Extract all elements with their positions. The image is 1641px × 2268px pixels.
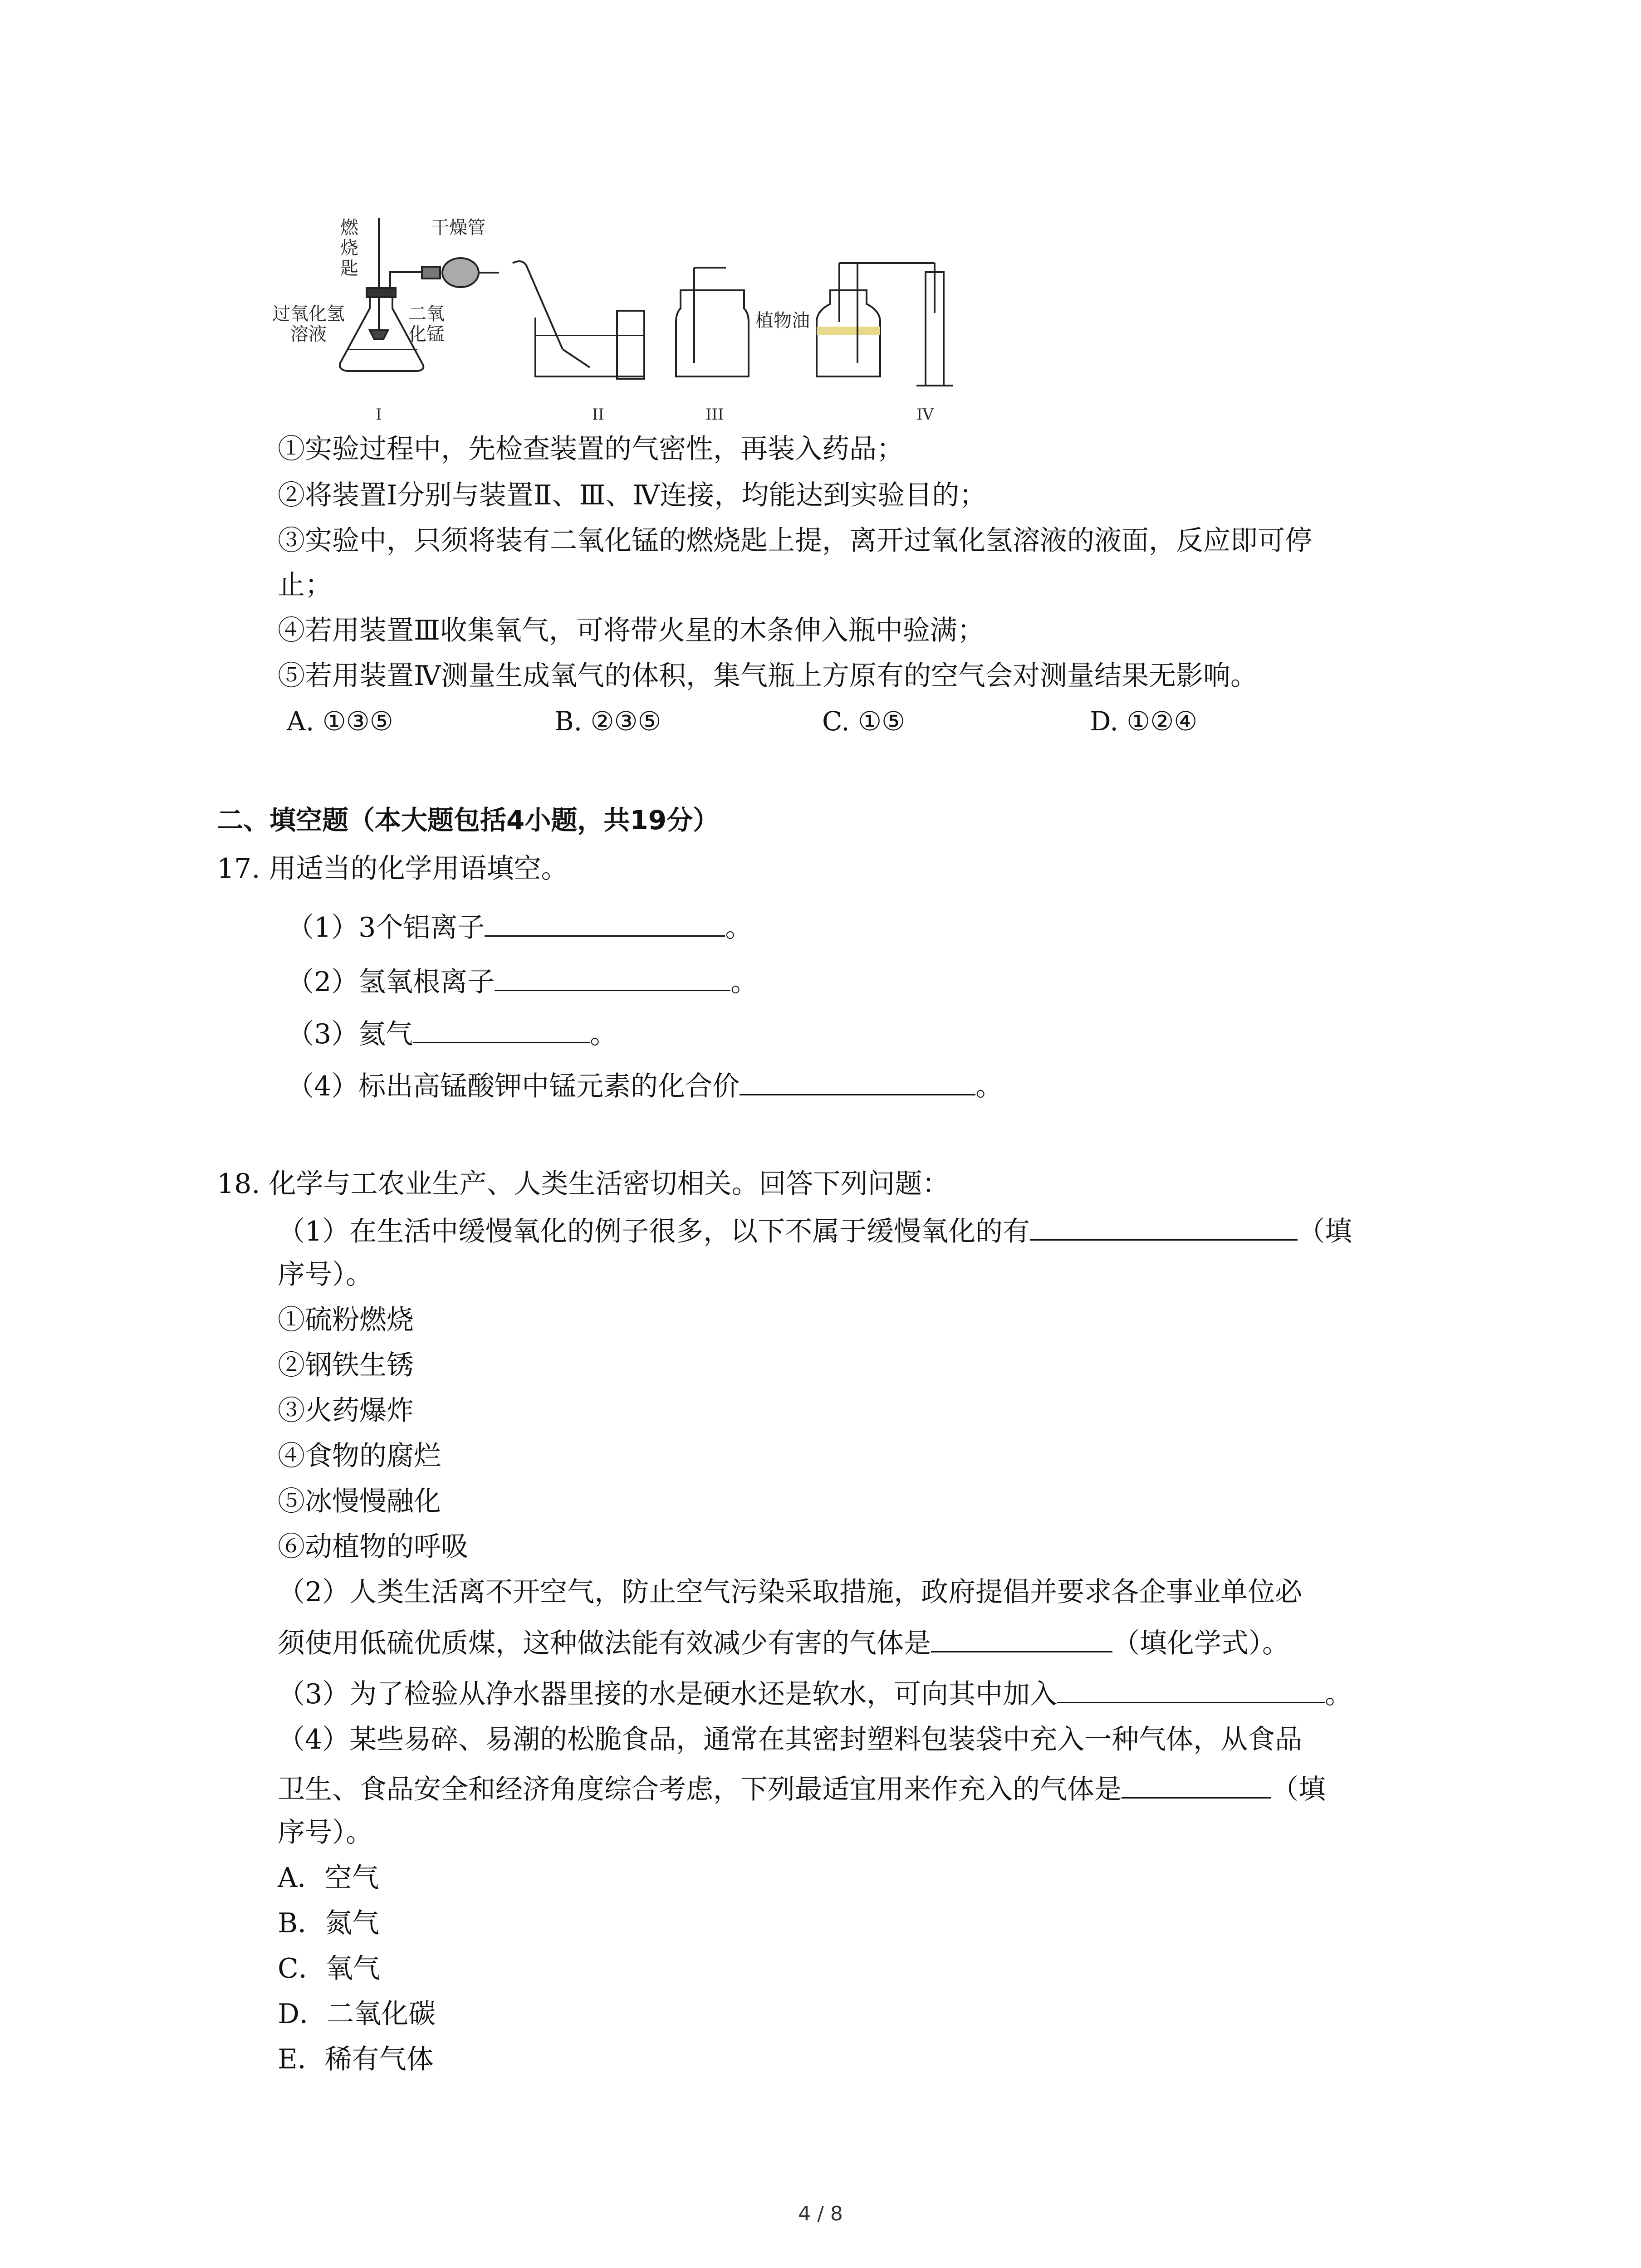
q18-part1-blank[interactable] <box>1030 1211 1298 1241</box>
q18-part1-choice-5: ⑤冰慢慢融化 <box>278 1486 441 1517</box>
q18-part2-text: 须使用低硫优质煤，这种做法能有效减少有害的气体是 <box>278 1628 931 1659</box>
q16-option-a: A. ①③⑤ <box>287 706 393 737</box>
q18-part1-text: （1）在生活中缓慢氧化的例子很多，以下不属于缓慢氧化的有 <box>278 1216 1030 1247</box>
mno2-label-2: 化锰 <box>408 324 445 345</box>
q16-statement-1: ①实验过程中，先检查装置的气密性，再装入药品； <box>278 433 904 465</box>
q17-item-2 <box>287 962 758 1000</box>
q18-part2-line1: （2）人类生活离不开空气，防止空气污染采取措施，政府提倡并要求各企事业单位必 <box>278 1576 1303 1608</box>
q17-item-2-blank[interactable] <box>495 962 730 991</box>
apparatus-ii <box>513 261 644 379</box>
q18-part2-after: （填化学式）。 <box>1112 1628 1289 1659</box>
apparatus-ii-label: II <box>592 406 604 424</box>
q18-part1-choice-1: ①硫粉燃烧 <box>278 1304 414 1336</box>
q18-part4-text: 卫生、食品安全和经济角度综合考虑，下列最适宜用来作充入的气体是 <box>278 1774 1122 1805</box>
h2o2-label-2: 溶液 <box>290 324 327 345</box>
q18-part4-choice-c: C．氧气 <box>278 1953 380 1984</box>
q17-item-4-blank[interactable] <box>740 1066 975 1095</box>
drying-tube-label: 干燥管 <box>431 217 485 238</box>
q16-option-c: C. ①⑤ <box>822 706 906 737</box>
q18-part4-line2 <box>278 1769 1326 1808</box>
q16-statement-4: ④若用装置Ⅲ收集氧气，可将带火星的木条伸入瓶中验满； <box>278 615 985 646</box>
q18-part4-blank[interactable] <box>1122 1769 1271 1799</box>
q17-item-1 <box>287 907 752 946</box>
q16-statement-3-cont: 止； <box>278 569 332 601</box>
q18-part4-line3: 序号）。 <box>278 1817 373 1848</box>
q18-part1-choice-6: ⑥动植物的呼吸 <box>278 1531 468 1563</box>
q18-part4-choice-e: E．稀有气体 <box>278 2043 434 2075</box>
h2o2-label-1: 过氧化氢 <box>272 303 345 324</box>
q18-part4-line1: （4）某些易碎、易潮的松脆食品，通常在其密封塑料包装袋中充入一种气体，从食品 <box>278 1724 1303 1755</box>
q16-statement-5: ⑤若用装置Ⅳ测量生成氧气的体积，集气瓶上方原有的空气会对测量结果无影响。 <box>278 660 1258 692</box>
q18-part1-line1 <box>278 1211 1352 1250</box>
spoon-label-3: 匙 <box>340 258 358 279</box>
apparatus-iii-label: III <box>705 406 724 424</box>
q18-part3-line1 <box>278 1674 1352 1712</box>
q17-item-4 <box>287 1066 1003 1105</box>
q18-part1-after: （填 <box>1298 1216 1352 1247</box>
q17-item-4-text: （4）标出高锰酸钾中锰元素的化合价 <box>287 1070 740 1102</box>
apparatus-iv-label: IV <box>916 406 934 424</box>
q17-item-1-blank[interactable] <box>485 907 725 937</box>
apparatus-figure <box>272 213 998 435</box>
spoon-label-1: 燃 <box>340 217 358 238</box>
q18-part4-after: （填 <box>1271 1774 1326 1805</box>
q16-statement-3: ③实验中，只须将装有二氧化锰的燃烧匙上提，离开过氧化氢溶液的液面，反应即可停 <box>278 525 1312 557</box>
q17-item-1-end: 。 <box>725 912 753 943</box>
q17-item-4-end: 。 <box>975 1070 1003 1102</box>
q17-stem: 17. 用适当的化学用语填空。 <box>217 853 568 885</box>
mno2-label-1: 二氧 <box>408 303 445 324</box>
section-heading: 二、填空题（本大题包括4小题，共19分） <box>217 805 720 836</box>
q18-part3-text: （3）为了检验从净水器里接的水是硬水还是软水，可向其中加入 <box>278 1678 1058 1710</box>
q18-part1-choice-3: ③火药爆炸 <box>278 1395 414 1427</box>
q18-part1-choice-2: ②钢铁生锈 <box>278 1349 414 1381</box>
q18-part3-after: 。 <box>1325 1678 1352 1710</box>
q18-part4-choice-d: D．二氧化碳 <box>278 1998 436 2030</box>
apparatus-iii <box>676 268 749 376</box>
q18-stem: 18. 化学与工农业生产、人类生活密切相关。回答下列问题： <box>217 1168 950 1200</box>
q18-part2-line2 <box>278 1623 1289 1662</box>
q17-item-2-text: （2）氢氧根离子 <box>287 966 495 998</box>
apparatus-i-label: I <box>376 406 382 424</box>
q18-part4-choice-b: B．氮气 <box>278 1907 380 1939</box>
q17-item-3-text: （3）氦气 <box>287 1018 413 1050</box>
apparatus-i <box>340 218 499 371</box>
q18-part1-choice-4: ④食物的腐烂 <box>278 1440 441 1472</box>
q16-statement-2: ②将装置Ⅰ分别与装置Ⅱ、Ⅲ、Ⅳ连接，均能达到实验目的； <box>278 479 987 511</box>
q17-item-3-blank[interactable] <box>413 1014 590 1043</box>
q17-item-2-end: 。 <box>730 966 758 998</box>
spoon-label-2: 烧 <box>340 238 358 259</box>
oil-label: 植物油 <box>755 310 810 331</box>
q18-part1-line2: 序号）。 <box>278 1259 373 1290</box>
q17-item-3 <box>287 1014 617 1052</box>
q17-item-3-end: 。 <box>590 1018 617 1050</box>
q16-option-b: B. ②③⑤ <box>554 706 661 737</box>
q18-part3-blank[interactable] <box>1057 1674 1325 1703</box>
apparatus-iv <box>817 263 953 386</box>
q18-part4-choice-a: A．空气 <box>278 1862 379 1894</box>
page-number: 4 / 8 <box>798 2202 843 2225</box>
q18-part2-blank[interactable] <box>931 1623 1112 1652</box>
q17-item-1-text: （1）3个铝离子 <box>287 912 485 943</box>
q16-option-d: D. ①②④ <box>1090 706 1198 737</box>
